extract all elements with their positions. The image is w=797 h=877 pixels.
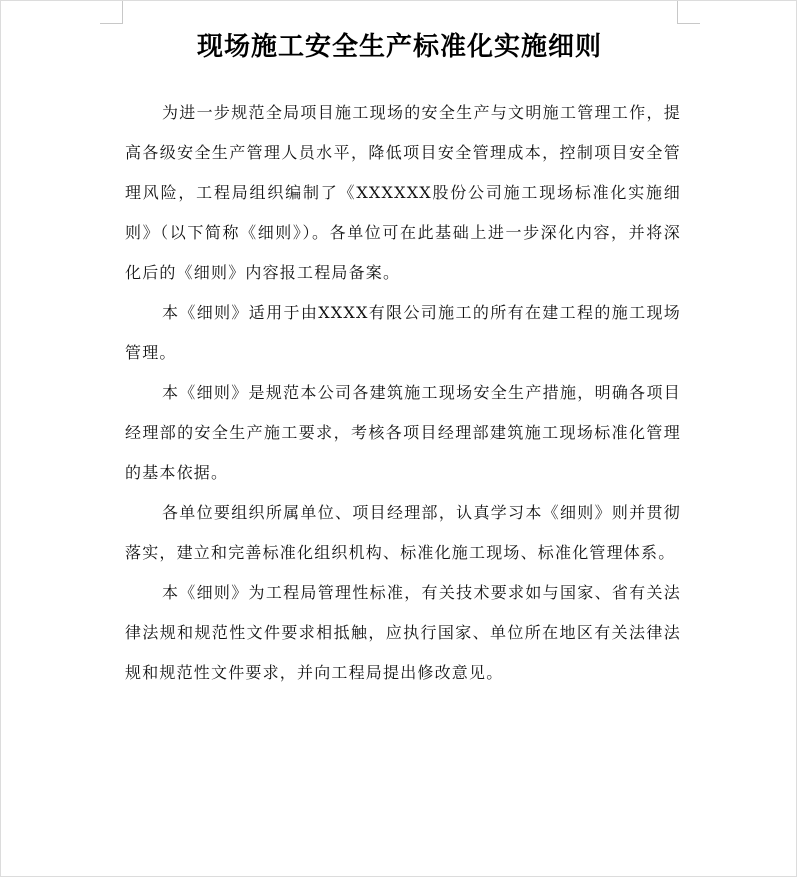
margin-corner-top-left [100, 1, 123, 24]
paragraph-5: 本《细则》为工程局管理性标准，有关技术要求如与国家、省有关法律法规和规范性文件要求相抵触，应执行国家、单位所在地区有关法律法规和规范性文件要求，并向工程局提出修改意见。 [125, 583, 681, 682]
paragraph-1: 为进一步规范全局项目施工现场的安全生产与文明施工管理工作，提高各级安全生产管理人员水平，降低项目安全管理成本，控制项目安全管理风险，工程局组织编制了《XXXXXX股份公司施工现场标准化实施细则》（以下简称《细则》）。各单位可在此基础上进一步深化内容，并将深化后的《细则》内容报工程局备案。 [125, 103, 681, 282]
paragraph-2: 本《细则》适用于由XXXX有限公司施工的所有在建工程的施工现场管理。 [125, 303, 681, 362]
document-body [125, 93, 681, 693]
margin-corner-top-right [677, 1, 700, 24]
paragraph-4: 各单位要组织所属单位、项目经理部，认真学习本《细则》则并贯彻落实，建立和完善标准化组织机构、标准化施工现场、标准化管理体系。 [125, 503, 681, 562]
paragraph-3: 本《细则》是规范本公司各建筑施工现场安全生产措施，明确各项目经理部的安全生产施工要求，考核各项目经理部建筑施工现场标准化管理的基本依据。 [125, 383, 681, 482]
document-title: 现场施工安全生产标准化实施细则 [196, 32, 602, 62]
